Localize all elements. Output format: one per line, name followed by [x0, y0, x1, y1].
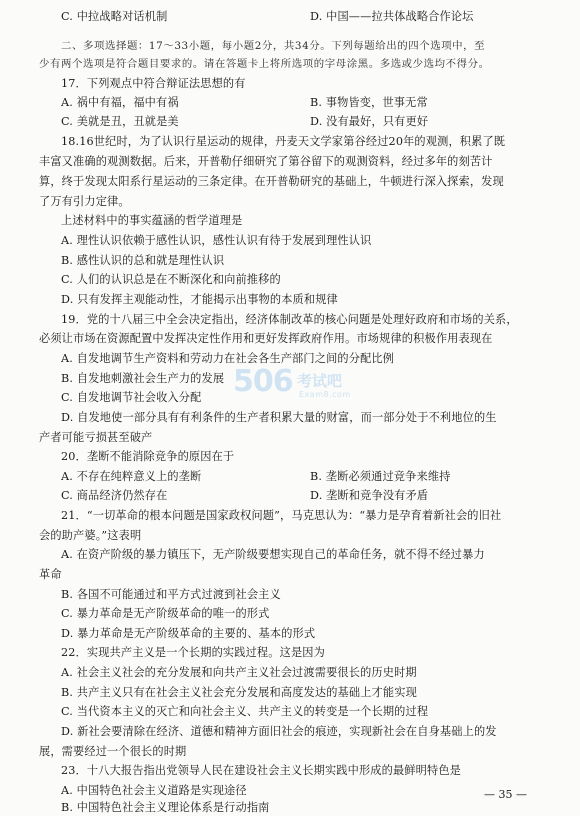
q21-option-b: B. 各国不可能通过和平方式过渡到社会主义 — [61, 588, 281, 601]
q17-option-a: A. 祸中有福，福中有祸 — [61, 96, 179, 109]
q18-option-d: D. 只有发挥主观能动性，才能揭示出事物的本质和规律 — [61, 293, 338, 306]
q21-option-d: D. 暴力革命是无产阶级革命的主要的、基本的形式 — [61, 627, 316, 640]
q19-option-d-line-1: D. 自发地使一部分具有有利条件的生产者积累大量的财富，而一部分处于不利地位的生 — [61, 411, 497, 424]
q22-option-d-line-2: 展，需要经过一个很长的时期 — [39, 745, 187, 758]
q20-option-a: A. 不存在纯粹意义上的垄断 — [61, 470, 202, 483]
q18-option-c: C. 人们的认识总是在不断深化和向前推移的 — [61, 273, 281, 286]
q22-stem: 22．实现共产主义是一个长期的实践过程。这是因为 — [61, 646, 325, 659]
q18-question: 上述材料中的事实蕴涵的哲学道理是 — [61, 214, 243, 227]
q23-stem: 23．十八大报告指出党领导人民在建设社会主义长期实践中形成的最鲜明特色是 — [61, 764, 462, 777]
q22-option-b: B. 共产主义只有在社会主义社会充分发展和高度发达的基础上才能实现 — [61, 686, 417, 699]
watermark-brand: 考试吧 — [297, 372, 343, 390]
q19-option-d-line-2: 产者可能亏损甚至破产 — [39, 431, 153, 444]
q22-option-d-line-1: D. 新社会要清除在经济、道德和精神方面旧社会的痕迹，实现新社会在自身基础上的发 — [61, 725, 497, 738]
q22-option-a: A. 社会主义社会的充分发展和向共产主义社会过渡需要很长的历史时期 — [61, 666, 417, 679]
watermark-number: 506 — [233, 364, 293, 399]
q16-option-d: D. 中国——拉共体战略合作论坛 — [310, 10, 474, 23]
q17-option-b: B. 事物皆变，世事无常 — [310, 96, 428, 109]
q20-stem: 20．垄断不能消除竞争的原因在于 — [61, 450, 235, 463]
q21-stem-line-1: 21．“一切革命的根本问题是国家政权问题”，马克思认为：“暴力是孕育着新社会的旧社 — [61, 509, 502, 522]
page-number: — 35 — — [484, 788, 527, 801]
q19-option-c: C. 自发地调节社会收入分配 — [61, 391, 202, 404]
q18-option-b: B. 感性认识的总和就是理性认识 — [61, 254, 225, 267]
q21-stem-line-2: 会的助产婆。”这表明 — [39, 529, 142, 542]
q23-option-b: B. 中国特色社会主义理论体系是行动指南 — [61, 801, 270, 814]
q20-option-c: C. 商品经济仍然存在 — [61, 489, 168, 502]
q17-option-c: C. 美就是丑，丑就是美 — [61, 115, 179, 128]
q22-option-c: C. 当代资本主义的灭亡和向社会主义、共产主义的转变是一个长期的过程 — [61, 705, 429, 718]
q18-option-a: A. 理性认识依赖于感性认识，感性认识有待于发展到理性认识 — [61, 234, 372, 247]
section-2-instructions-line-2: 少有两个选项是符合题目要求的。请在答题卡上将所选项的字母涂黑。多选或少选均不得分。 — [39, 58, 490, 70]
q19-stem-line-1: 19．党的十八届三中全会决定指出，经济体制改革的核心问题是处理好政府和市场的关系， — [61, 313, 518, 326]
q19-stem-line-2: 必须让市场在资源配置中发挥决定性作用和更好发挥政府作用。市场规律的积极作用表现在 — [39, 332, 493, 345]
q23-option-a: A. 中国特色社会主义道路是实现途径 — [61, 784, 247, 797]
q21-option-c: C. 暴力革命是无产阶级革命的唯一的形式 — [61, 607, 270, 620]
q16-option-c: C. 中拉战略对话机制 — [61, 10, 168, 23]
site-watermark — [233, 364, 353, 410]
q18-stem-line-4: 了万有引力定律。 — [39, 195, 130, 208]
q18-stem-line-3: 算，终于发现太阳系行星运动的三条定律。在开普勒研究的基础上，牛顿进行深入探索，发现 — [39, 175, 504, 188]
q21-option-a-line-1: A. 在资产阶级的暴力镇压下，无产阶级要想实现自己的革命任务，就不得不经过暴力 — [61, 548, 485, 561]
q21-option-a-line-2: 革命 — [39, 568, 62, 581]
q18-stem-line-2: 丰富又准确的观测数据。后来，开普勒仔细研究了第谷留下的观测资料，经过多年的刻苦计 — [39, 155, 493, 168]
q19-option-a: A. 自发地调节生产资料和劳动力在社会各生产部门之间的分配比例 — [61, 352, 395, 365]
q20-option-d: D. 垄断和竞争没有矛盾 — [310, 489, 429, 502]
q19-option-b: B. 自发地刺激社会生产力的发展 — [61, 372, 225, 385]
section-2-instructions-line-1: 二、多项选择题：17～33小题，每小题2分，共34分。下列每题给出的四个选项中，至 — [61, 40, 486, 52]
q17-stem: 17．下列观点中符合辩证法思想的有 — [61, 77, 246, 90]
watermark-domain: Exam8.com — [299, 390, 351, 399]
q17-option-d: D. 没有最好，只有更好 — [310, 115, 429, 128]
q20-option-b: B. 垄断必须通过竞争来维持 — [310, 470, 451, 483]
q18-stem-line-1: 18.16世纪时，为了认识行星运动的规律，丹麦天文学家第谷经过20年的观测，积累了既 — [61, 135, 506, 148]
